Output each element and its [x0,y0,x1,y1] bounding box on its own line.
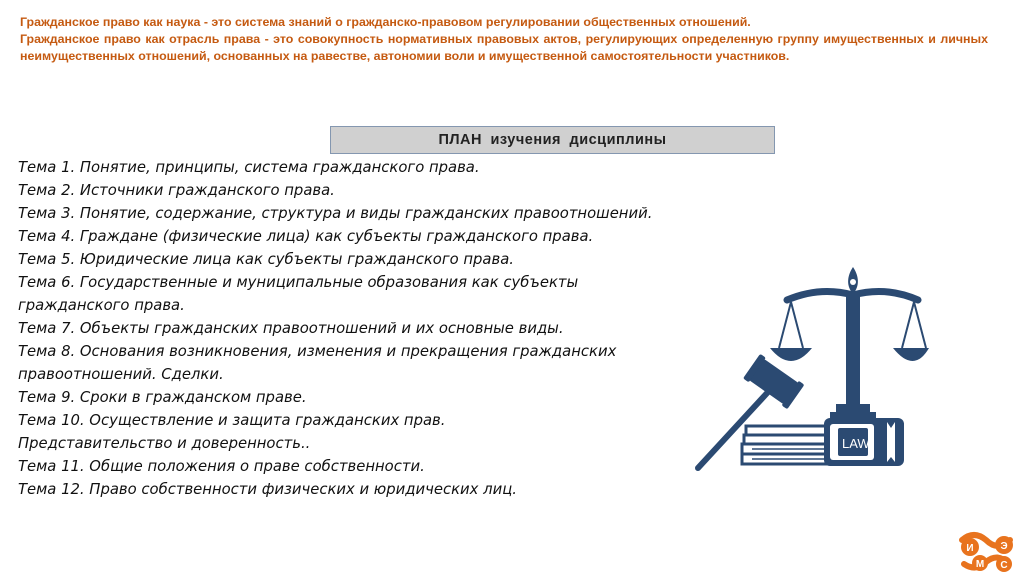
topic-line: Тема 6. Государственные и муниципальные образования как субъекты [18,274,579,291]
intro-paragraph-branch: Гражданское право как отрасль права - это совокупность нормативных правовых актов, регулирующих определенную группу имущественных и личных неимущественных отношений, основанных на равестве, автономии воли и имущественной самостоятельности участников. [20,32,988,63]
topic-line: Тема 7. Объекты гражданских правоотношений и их основные виды. [18,320,564,337]
plan-header [330,126,775,154]
topic-line: Тема 9. Сроки в гражданском праве. [18,389,307,406]
topic-line: Тема 2. Источники гражданского права. [18,182,335,199]
topics-list [18,156,698,501]
intro-paragraph-science: Гражданское право как наука - это система знаний о гражданско-правовом регулировании общественных отношений. [20,15,751,29]
imes-logo-icon [954,530,1018,572]
plan-title: ПЛАН изучения дисциплины [438,132,667,148]
logo-letter: С [1000,560,1008,571]
topic-line: Тема 10. Осуществление и защита гражданских прав. [18,412,446,429]
topic-line: Тема 11. Общие положения о праве собственности. [18,458,425,475]
logo-letter: И [966,543,974,554]
logo-letter: М [975,559,985,570]
scales-of-justice-icon [690,262,930,477]
topic-line: Тема 8. Основания возникновения, изменения и прекращения гражданских [18,343,617,360]
topic-line: Тема 1. Понятие, принципы, система гражданского права. [18,159,480,176]
topic-line: гражданского права. [18,297,185,314]
topic-line: правоотношений. Сделки. [18,366,224,383]
topic-line: Тема 3. Понятие, содержание, структура и виды гражданских правоотношений. [18,205,653,222]
logo-letter: Э [1000,541,1008,552]
law-label: LAW [842,436,870,451]
topic-line: Тема 4. Граждане (физические лица) как субъекты гражданского права. [18,228,594,245]
intro-text [20,14,988,65]
topic-line: Тема 5. Юридические лица как субъекты гражданского права. [18,251,514,268]
topic-line: Представительство и доверенность.. [18,435,311,452]
topic-line: Тема 12. Право собственности физических и юридических лиц. [18,481,517,498]
